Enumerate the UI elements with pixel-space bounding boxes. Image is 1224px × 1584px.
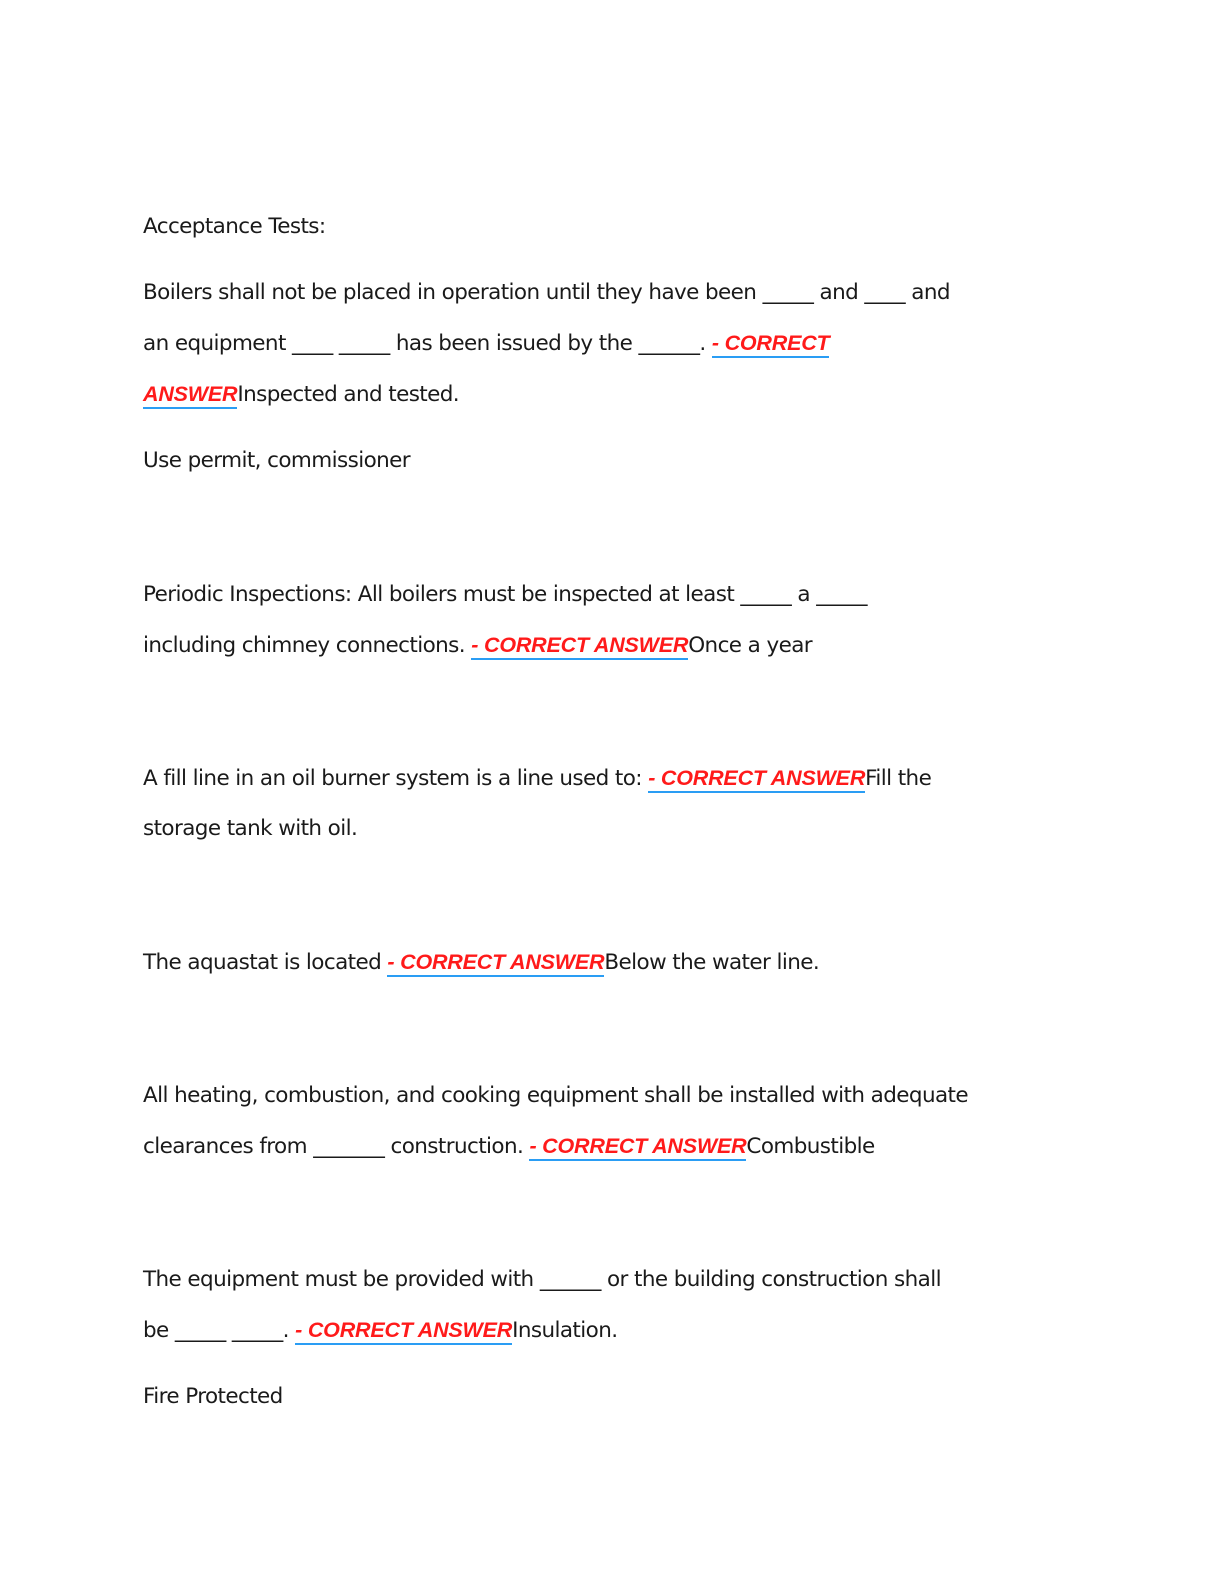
section-heading: Acceptance Tests: <box>143 214 326 239</box>
answer-1-line <box>143 379 1063 410</box>
correct-answer-label: - CORRECT ANSWER <box>295 1318 512 1345</box>
correct-answer-label: - CORRECT ANSWER <box>529 1134 746 1161</box>
question-1-text: an equipment ____ _____ has been issued by the ______. <box>143 331 706 356</box>
answer-4-text: Below the water line. <box>604 950 820 975</box>
answer-1-text: Inspected and tested. <box>237 382 460 407</box>
correct-answer-label: - CORRECT <box>712 331 830 358</box>
question-1-line-1: Boilers shall not be placed in operation until they have been _____ and ____ and <box>143 280 950 305</box>
question-2-line-1: Periodic Inspections: All boilers must be inspected at least _____ a _____ <box>143 582 867 607</box>
answer-3-line-2: storage tank with oil. <box>143 816 358 841</box>
question-1-line-2 <box>143 328 1063 359</box>
question-5-line-1: All heating, combustion, and cooking equipment shall be installed with adequate <box>143 1083 968 1108</box>
answer-5-text: Combustible <box>746 1134 875 1159</box>
question-3-line-1 <box>143 763 1063 794</box>
question-5-text: clearances from _______ construction. <box>143 1134 524 1159</box>
question-6-line-1: The equipment must be provided with ______ or the building construction shall <box>143 1267 941 1292</box>
question-5-line-2 <box>143 1131 1063 1162</box>
answer-2-text: Once a year <box>688 633 813 658</box>
question-6-line-2 <box>143 1315 1063 1346</box>
correct-answer-label: - CORRECT ANSWER <box>648 766 865 793</box>
question-3-text: A fill line in an oil burner system is a line used to: <box>143 766 642 791</box>
correct-answer-label: - CORRECT ANSWER <box>387 950 604 977</box>
question-4-text: The aquastat is located <box>143 950 382 975</box>
answer-3-text: Fill the <box>865 766 932 791</box>
answer-1-continued: Use permit, commissioner <box>143 448 411 473</box>
question-4-line-1 <box>143 947 1063 978</box>
question-6-text: be _____ _____. <box>143 1318 289 1343</box>
answer-6-continued: Fire Protected <box>143 1384 283 1409</box>
correct-answer-label: ANSWER <box>143 382 237 409</box>
answer-6-text: Insulation. <box>512 1318 618 1343</box>
question-2-text: including chimney connections. <box>143 633 466 658</box>
question-2-line-2 <box>143 630 1063 661</box>
correct-answer-label: - CORRECT ANSWER <box>471 633 688 660</box>
